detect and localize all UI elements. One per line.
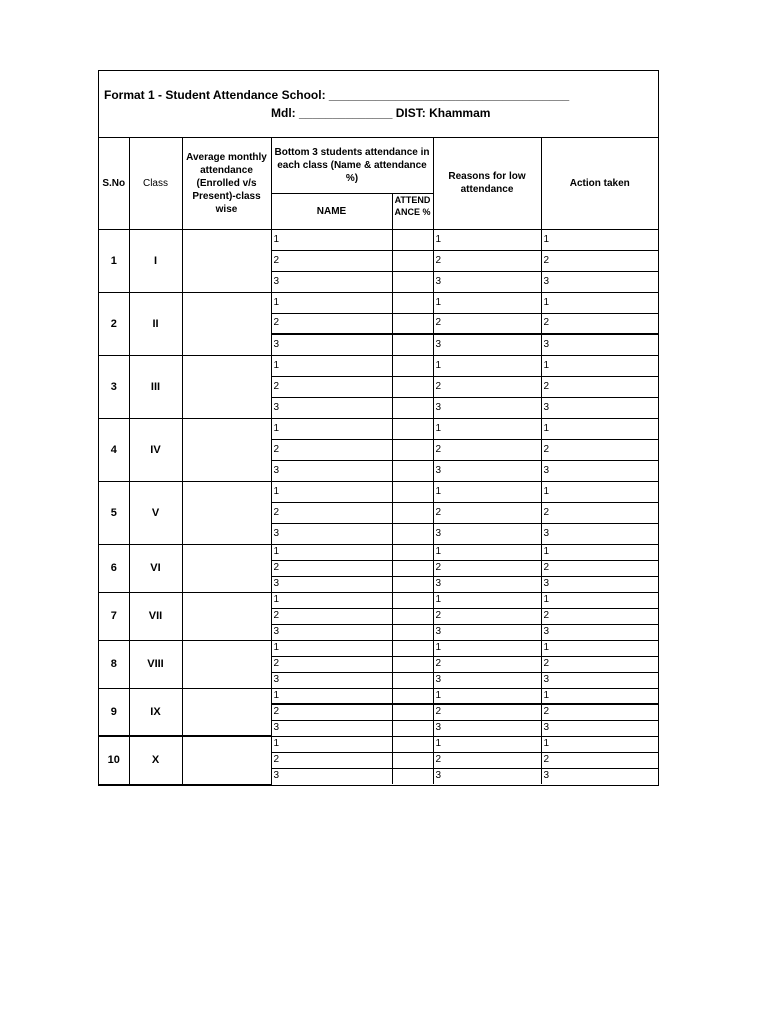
student-name-cell[interactable]: 1 [271,640,392,656]
header-action-taken: Action taken [541,138,658,229]
action-taken-cell[interactable]: 3 [541,334,658,355]
reason-cell[interactable]: 1 [433,640,541,656]
student-name-cell[interactable]: 1 [271,292,392,313]
serial-number: 4 [99,418,129,481]
attendance-percent-cell[interactable] [392,768,433,784]
reason-cell[interactable]: 2 [433,502,541,523]
action-taken-cell[interactable]: 3 [541,576,658,592]
action-taken-cell[interactable]: 3 [541,397,658,418]
title-block [99,71,658,138]
student-name-cell[interactable]: 1 [271,592,392,608]
header-sno: S.No [99,138,129,229]
attendance-percent-cell[interactable] [392,460,433,481]
avg-attendance-cell[interactable] [182,736,271,784]
reason-cell[interactable]: 2 [433,656,541,672]
student-name-cell[interactable]: 2 [271,560,392,576]
table-row [99,355,658,376]
attendance-percent-cell[interactable] [392,292,433,313]
action-taken-cell[interactable]: 1 [541,736,658,752]
reason-cell[interactable]: 2 [433,608,541,624]
action-taken-cell[interactable]: 2 [541,376,658,397]
avg-attendance-cell[interactable] [182,592,271,640]
action-taken-cell[interactable]: 3 [541,460,658,481]
action-taken-cell[interactable]: 2 [541,656,658,672]
reason-cell[interactable]: 3 [433,334,541,355]
student-name-cell[interactable]: 3 [271,576,392,592]
attendance-percent-cell[interactable] [392,736,433,752]
action-taken-cell[interactable]: 1 [541,355,658,376]
attendance-percent-cell[interactable] [392,624,433,640]
attendance-percent-cell[interactable] [392,481,433,502]
avg-attendance-cell[interactable] [182,544,271,592]
student-name-cell[interactable]: 3 [271,768,392,784]
attendance-percent-cell[interactable] [392,271,433,292]
attendance-percent-cell[interactable] [392,334,433,355]
reason-cell[interactable]: 1 [433,229,541,250]
reason-cell[interactable]: 1 [433,592,541,608]
reason-cell[interactable]: 1 [433,292,541,313]
student-name-cell[interactable]: 2 [271,250,392,271]
student-name-cell[interactable]: 1 [271,481,392,502]
serial-number: 8 [99,640,129,688]
student-name-cell[interactable]: 1 [271,355,392,376]
student-name-cell[interactable]: 1 [271,544,392,560]
reason-cell[interactable]: 3 [433,624,541,640]
action-taken-cell[interactable]: 3 [541,672,658,688]
action-taken-cell[interactable]: 2 [541,752,658,768]
class-name: X [129,736,182,784]
mandal-district-line: Mdl: ______________ DIST: Khammam [271,106,491,120]
header-reasons: Reasons for low attendance [433,138,541,229]
action-taken-cell[interactable]: 2 [541,502,658,523]
action-taken-cell[interactable]: 2 [541,560,658,576]
action-taken-cell[interactable]: 1 [541,640,658,656]
student-name-cell[interactable]: 1 [271,229,392,250]
student-name-cell[interactable]: 1 [271,736,392,752]
attendance-percent-cell[interactable] [392,439,433,460]
avg-attendance-cell[interactable] [182,481,271,544]
serial-number: 10 [99,736,129,784]
action-taken-cell[interactable]: 1 [541,688,658,704]
attendance-percent-cell[interactable] [392,720,433,736]
student-name-cell[interactable]: 3 [271,672,392,688]
student-name-cell[interactable]: 1 [271,418,392,439]
reason-cell[interactable]: 2 [433,376,541,397]
attendance-percent-cell[interactable] [392,704,433,720]
serial-number: 1 [99,229,129,292]
class-name: IV [129,418,182,481]
class-name: VI [129,544,182,592]
attendance-percent-cell[interactable] [392,502,433,523]
class-name: II [129,292,182,355]
table-row [99,544,658,560]
action-taken-cell[interactable]: 2 [541,250,658,271]
action-taken-cell[interactable]: 2 [541,313,658,334]
reason-cell[interactable]: 2 [433,704,541,720]
avg-attendance-cell[interactable] [182,292,271,355]
class-name: VIII [129,640,182,688]
attendance-percent-cell[interactable] [392,418,433,439]
action-taken-cell[interactable]: 1 [541,544,658,560]
action-taken-cell[interactable]: 3 [541,523,658,544]
attendance-percent-cell[interactable] [392,355,433,376]
reason-cell[interactable]: 3 [433,271,541,292]
avg-attendance-cell[interactable] [182,640,271,688]
student-name-cell[interactable]: 2 [271,313,392,334]
student-name-cell[interactable]: 2 [271,656,392,672]
student-name-cell[interactable]: 2 [271,502,392,523]
avg-attendance-cell[interactable] [182,688,271,736]
action-taken-cell[interactable]: 2 [541,704,658,720]
class-name: III [129,355,182,418]
student-name-cell[interactable]: 3 [271,720,392,736]
table-row [99,481,658,502]
reason-cell[interactable]: 1 [433,544,541,560]
class-name: I [129,229,182,292]
action-taken-cell[interactable]: 3 [541,720,658,736]
attendance-percent-cell[interactable] [392,592,433,608]
reason-cell[interactable]: 3 [433,672,541,688]
action-taken-cell[interactable]: 1 [541,418,658,439]
action-taken-cell[interactable]: 1 [541,229,658,250]
attendance-table [99,138,658,785]
header-attendance-percent: ATTENDANCE % [392,193,433,229]
student-name-cell[interactable]: 3 [271,624,392,640]
avg-attendance-cell[interactable] [182,229,271,292]
serial-number: 5 [99,481,129,544]
table-row [99,229,658,250]
header-name: NAME [271,193,392,229]
reason-cell[interactable]: 1 [433,355,541,376]
action-taken-cell[interactable]: 3 [541,271,658,292]
header-class: Class [129,138,182,229]
reason-cell[interactable]: 3 [433,460,541,481]
attendance-percent-cell[interactable] [392,560,433,576]
student-name-cell[interactable]: 3 [271,523,392,544]
attendance-percent-cell[interactable] [392,672,433,688]
class-name: IX [129,688,182,736]
serial-number: 2 [99,292,129,355]
student-name-cell[interactable]: 2 [271,752,392,768]
serial-number: 3 [99,355,129,418]
action-taken-cell[interactable]: 2 [541,439,658,460]
attendance-percent-cell[interactable] [392,688,433,704]
reason-cell[interactable]: 2 [433,439,541,460]
reason-cell[interactable]: 3 [433,576,541,592]
student-name-cell[interactable]: 1 [271,688,392,704]
avg-attendance-cell[interactable] [182,355,271,418]
attendance-percent-cell[interactable] [392,640,433,656]
student-name-cell[interactable]: 3 [271,397,392,418]
student-name-cell[interactable]: 3 [271,334,392,355]
student-name-cell[interactable]: 2 [271,608,392,624]
table-row [99,688,658,704]
student-name-cell[interactable]: 3 [271,271,392,292]
student-name-cell[interactable]: 2 [271,439,392,460]
reason-cell[interactable]: 2 [433,250,541,271]
attendance-percent-cell[interactable] [392,752,433,768]
table-row [99,592,658,608]
table-row [99,292,658,313]
reason-cell[interactable]: 3 [433,523,541,544]
reason-cell[interactable]: 1 [433,418,541,439]
reason-cell[interactable]: 3 [433,720,541,736]
action-taken-cell[interactable]: 1 [541,481,658,502]
table-row [99,640,658,656]
form-title: Format 1 - Student Attendance School: ____________________________________ [104,88,570,102]
attendance-percent-cell[interactable] [392,397,433,418]
avg-attendance-cell[interactable] [182,418,271,481]
attendance-percent-cell[interactable] [392,376,433,397]
reason-cell[interactable]: 2 [433,313,541,334]
serial-number: 7 [99,592,129,640]
attendance-percent-cell[interactable] [392,229,433,250]
attendance-sheet [98,70,659,786]
action-taken-cell[interactable]: 3 [541,768,658,784]
class-name: VII [129,592,182,640]
reason-cell[interactable]: 1 [433,736,541,752]
student-name-cell[interactable]: 3 [271,460,392,481]
reason-cell[interactable]: 2 [433,560,541,576]
reason-cell[interactable]: 3 [433,768,541,784]
reason-cell[interactable]: 1 [433,481,541,502]
class-name: V [129,481,182,544]
attendance-percent-cell[interactable] [392,544,433,560]
attendance-percent-cell[interactable] [392,523,433,544]
student-name-cell[interactable]: 2 [271,376,392,397]
header-bottom-students: Bottom 3 students attendance in each class (Name & attendance %) [271,138,433,193]
attendance-percent-cell[interactable] [392,313,433,334]
header-avg-attendance: Average monthly attendance (Enrolled v/s Present)-class wise [182,138,271,229]
serial-number: 9 [99,688,129,736]
table-row [99,736,658,752]
attendance-percent-cell[interactable] [392,608,433,624]
action-taken-cell[interactable]: 1 [541,292,658,313]
table-row [99,418,658,439]
reason-cell[interactable]: 3 [433,397,541,418]
serial-number: 6 [99,544,129,592]
attendance-percent-cell[interactable] [392,576,433,592]
reason-cell[interactable]: 2 [433,752,541,768]
action-taken-cell[interactable]: 3 [541,624,658,640]
student-name-cell[interactable]: 2 [271,704,392,720]
attendance-percent-cell[interactable] [392,656,433,672]
action-taken-cell[interactable]: 1 [541,592,658,608]
attendance-percent-cell[interactable] [392,250,433,271]
reason-cell[interactable]: 1 [433,688,541,704]
action-taken-cell[interactable]: 2 [541,608,658,624]
